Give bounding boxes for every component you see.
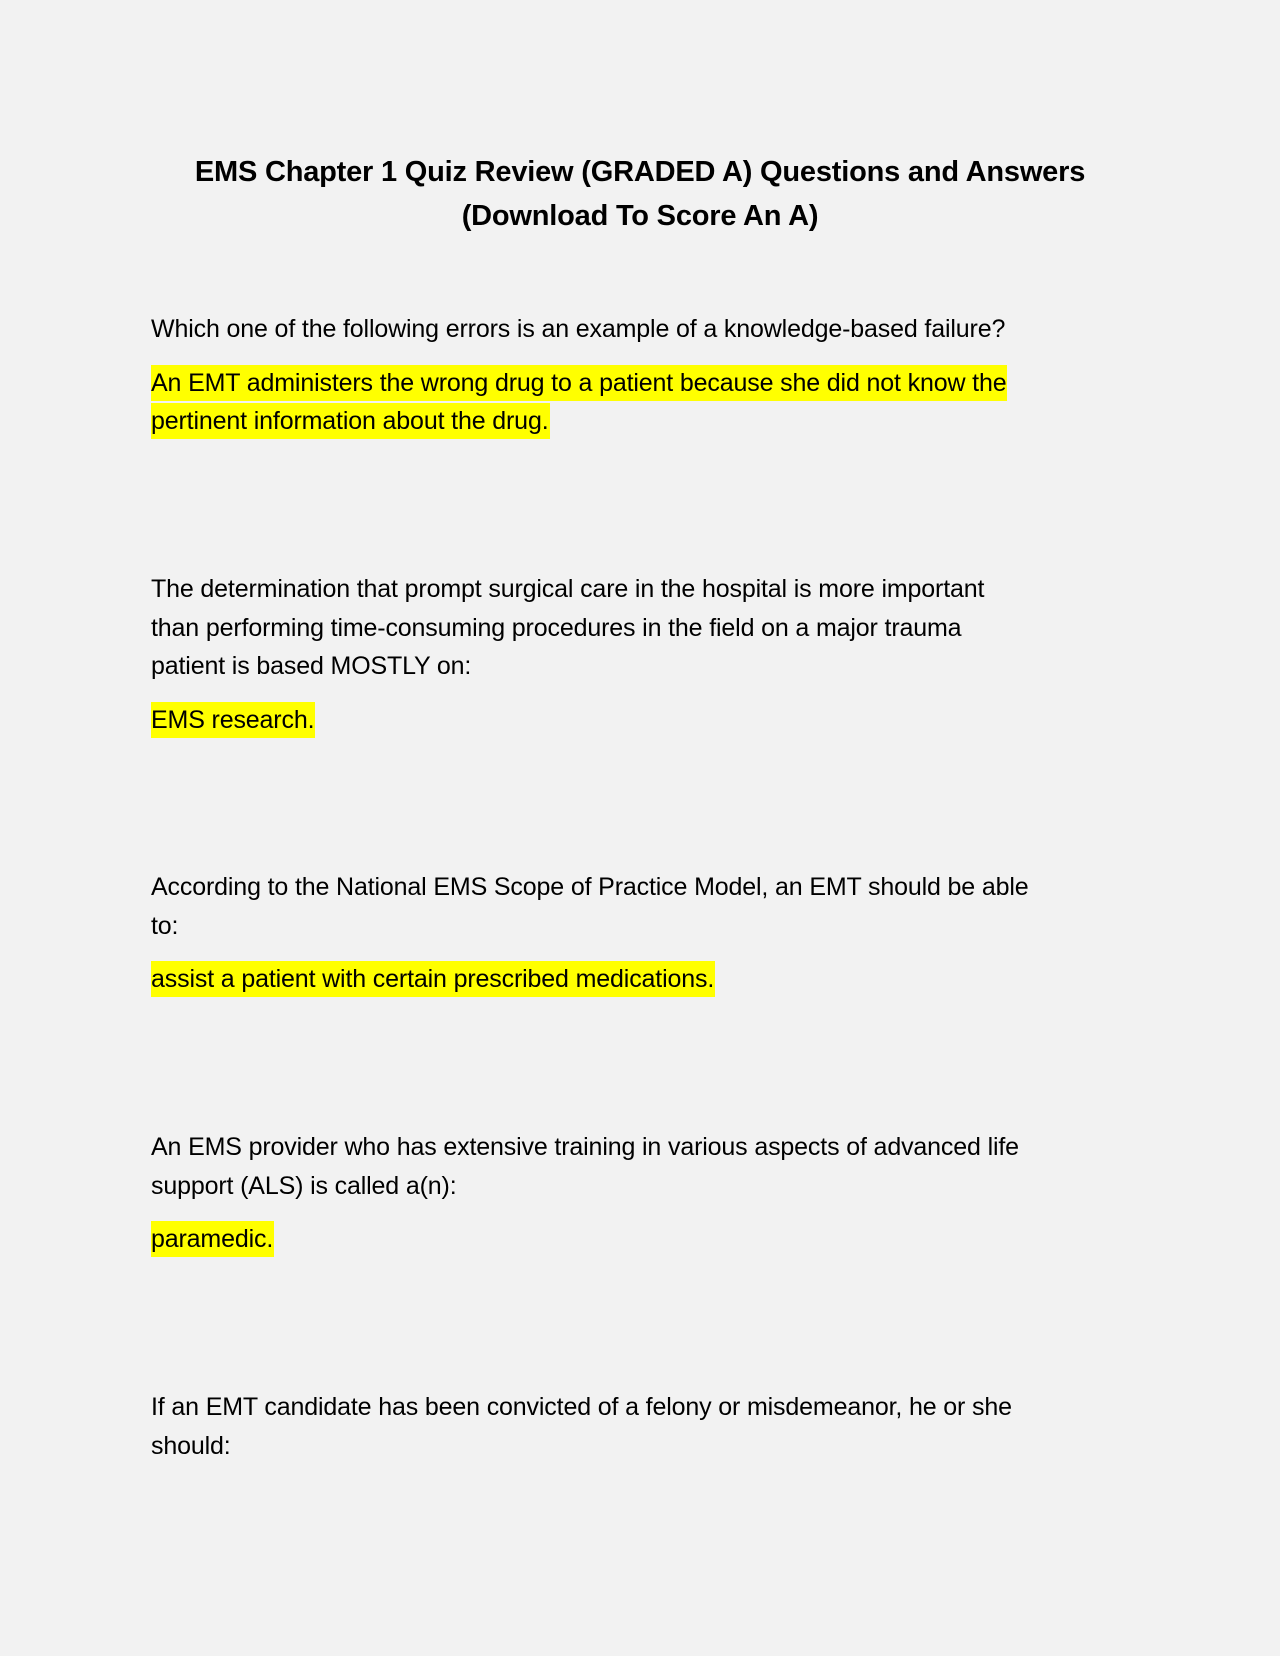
qa-item-1 [151,310,1111,439]
question-line: If an EMT candidate has been convicted of a felony or misdemeanor, he or she [151,1393,1012,1421]
highlighted-answer-line: paramedic. [151,1221,274,1257]
question-line: support (ALS) is called a(n): [151,1171,457,1200]
question-4 [151,1128,1111,1205]
question-line: Which one of the following errors is an example of a knowledge-based failure? [151,315,1006,343]
question-line: than performing time-consuming procedures in the field on a major trauma [151,613,962,642]
answer-3 [151,961,1111,997]
question-line: to: [151,911,179,940]
qa-item-5 [151,1388,1111,1465]
question-line: should: [151,1431,231,1460]
question-line: According to the National EMS Scope of Practice Model, an EMT should be able [151,873,1029,901]
question-5 [151,1388,1111,1465]
question-2 [151,570,1111,686]
highlighted-answer-line: pertinent information about the drug. [151,403,550,439]
highlighted-answer-line: assist a patient with certain prescribed medications. [151,961,715,997]
title-line-1: EMS Chapter 1 Quiz Review (GRADED A) Questions and Answers [194,156,1086,188]
highlighted-answer-line: An EMT administers the wrong drug to a patient because she did not know the [151,365,1007,401]
title-line-2: (Download To Score An A) [461,200,819,232]
answer-1 [151,365,1111,439]
highlighted-answer-line: EMS research. [151,702,315,738]
document-title [150,150,1130,238]
question-1 [151,310,1111,349]
qa-item-2 [151,570,1111,738]
answer-2 [151,702,1111,738]
question-line: patient is based MOSTLY on: [151,652,472,680]
question-line: An EMS provider who has extensive training in various aspects of advanced life [151,1133,1019,1161]
question-3 [151,868,1111,945]
answer-4 [151,1221,1111,1257]
qa-item-4 [151,1128,1111,1257]
qa-item-3 [151,868,1111,997]
question-line: The determination that prompt surgical care in the hospital is more important [151,575,985,603]
